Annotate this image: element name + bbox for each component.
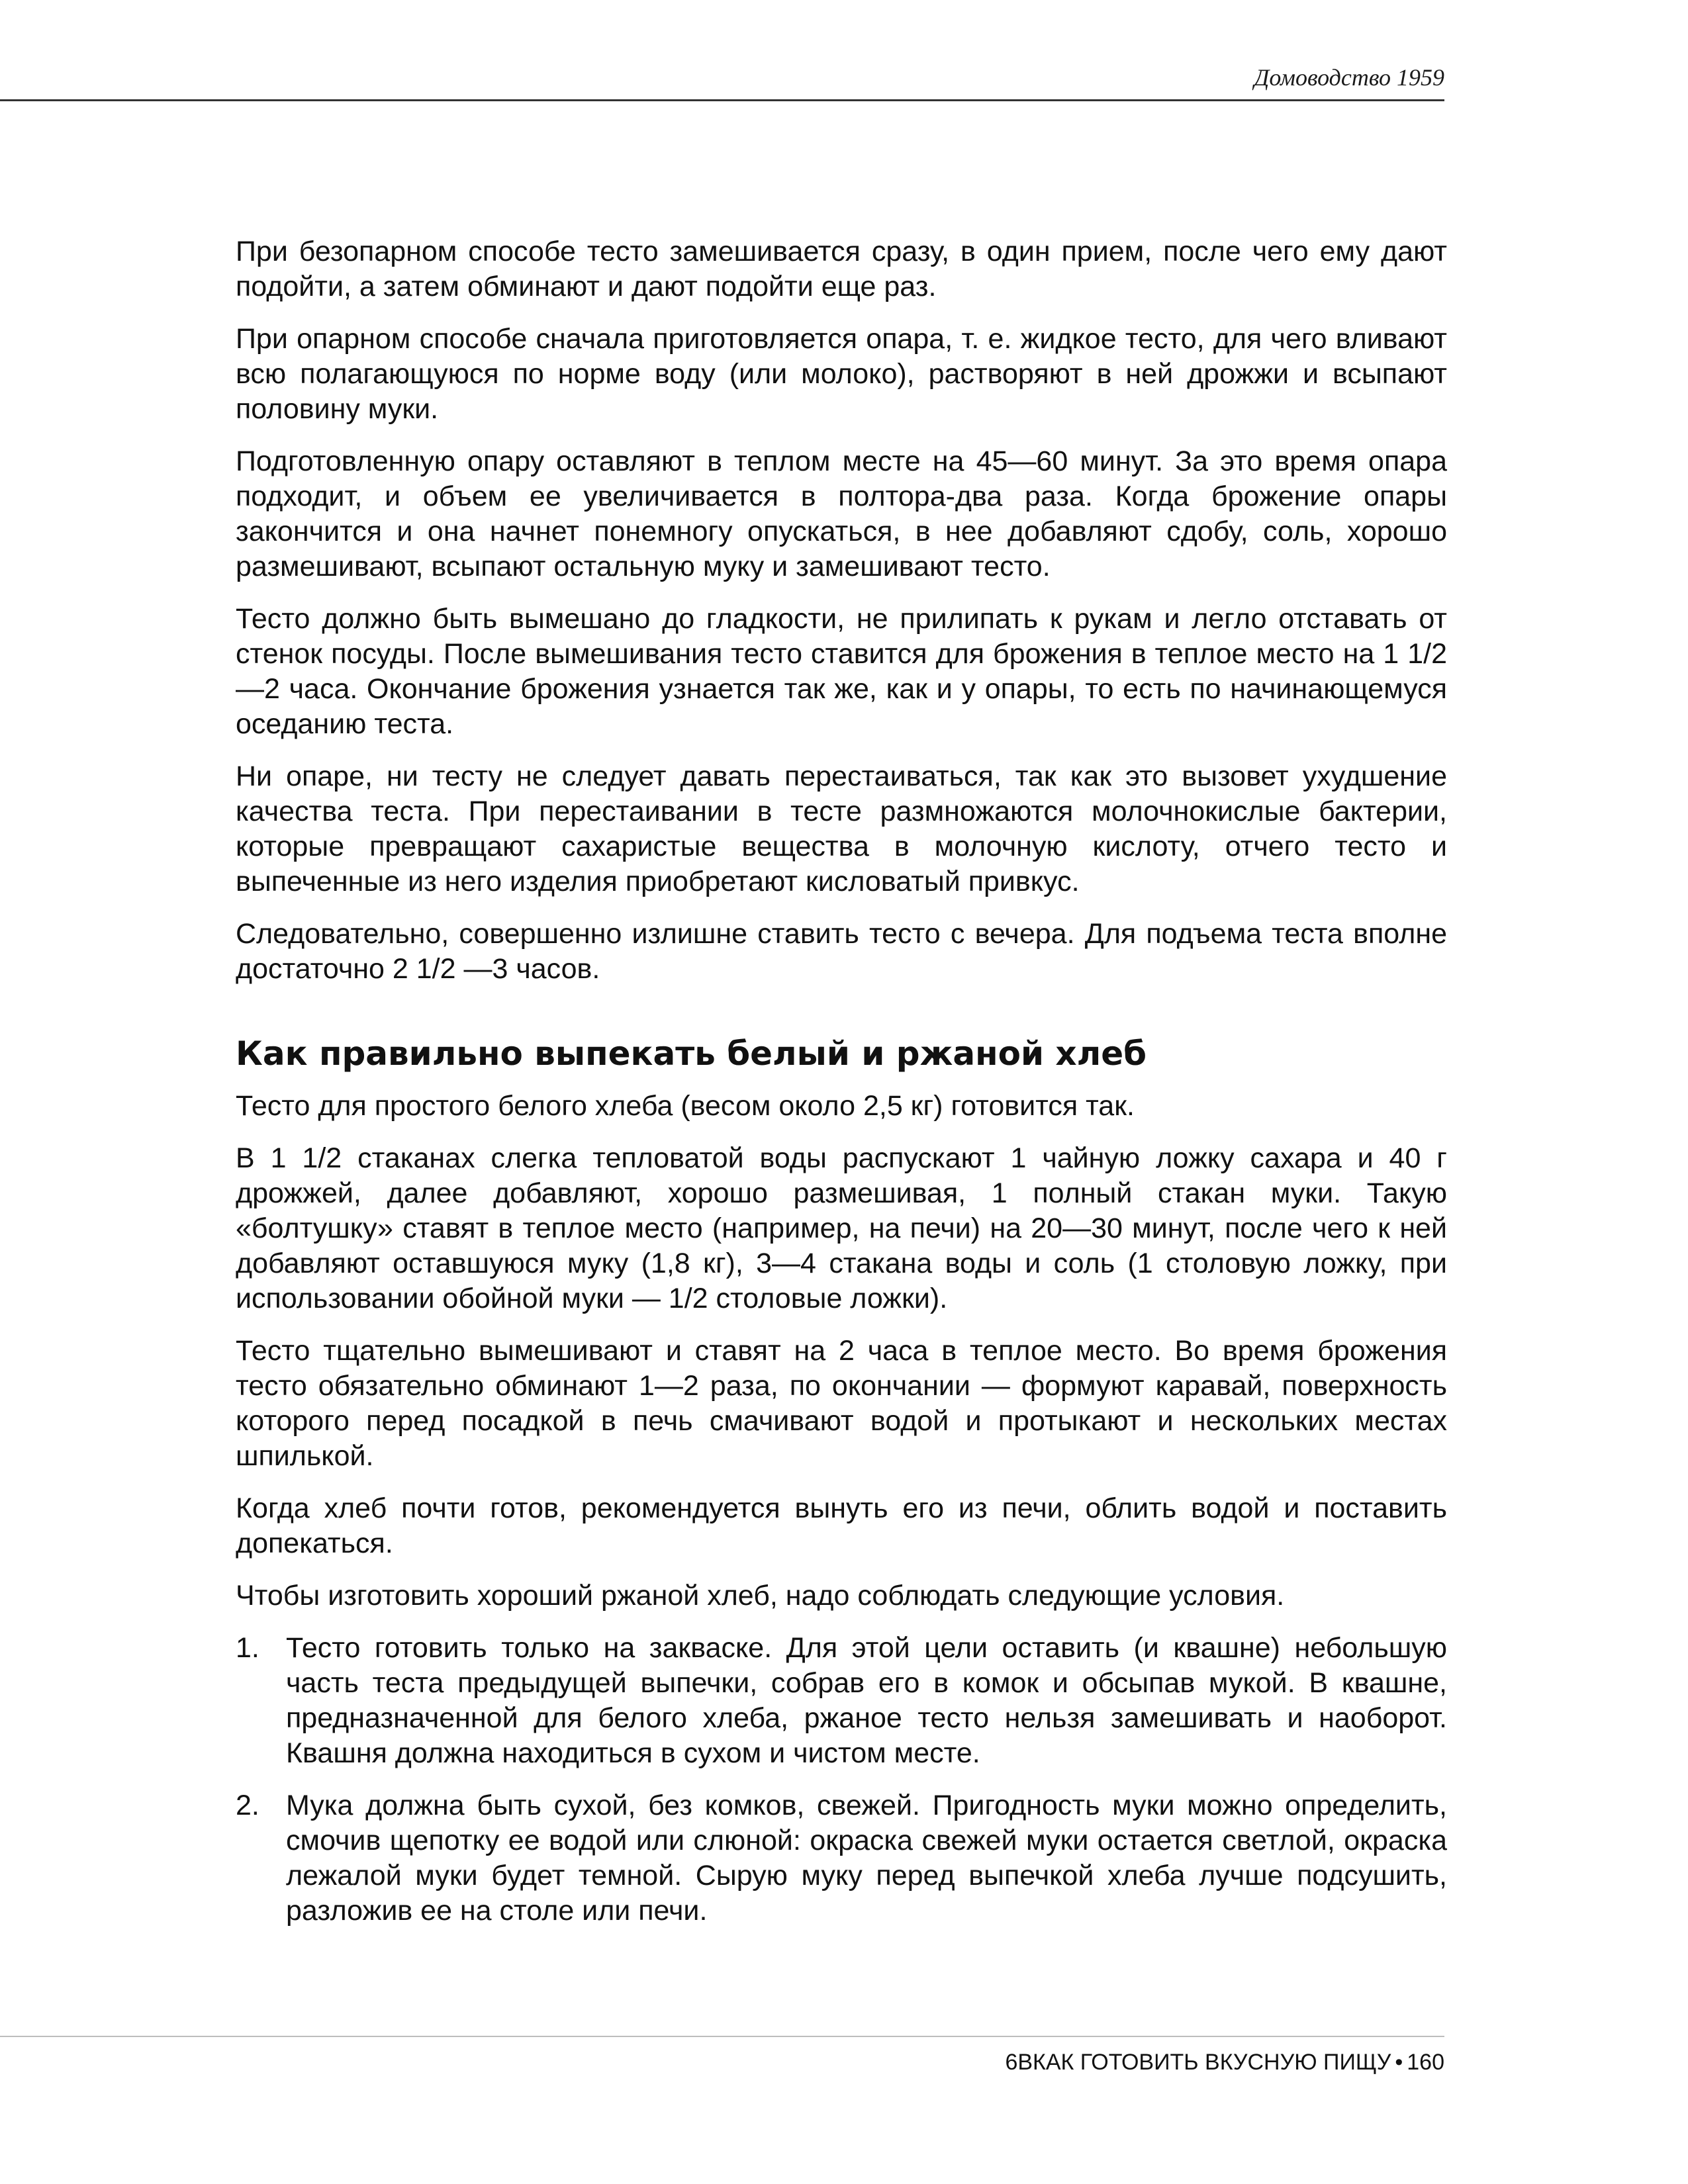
list-item-number: 1. — [236, 1632, 259, 1664]
list-item — [236, 1788, 1447, 1929]
body-paragraph: При безопарном способе тесто замешивается сразу, в один прием, после чего ему дают подойти, а затем обминают и дают подойти еще раз. — [236, 236, 1447, 302]
list-item — [236, 1631, 1447, 1771]
list-item-text: Мука должна быть сухой, без комков, свежей. Пригодность муки можно определить, смочив щепотку ее водой или слюной: окраска свежей муки остается светлой, окраска лежалой муки будет темной. Сырую муку перед выпечкой хлеба лучше подсушить, разложив ее на столе или печи. — [286, 1790, 1447, 1927]
body-paragraph: Тесто должно быть вымешано до гладкости, не прилипать к рукам и легло отставать от стенок посуды. После вымешивания тесто ставится для брожения в теплое место на 1 1/2—2 часа. Окончание брожения узнается так же, как и у опары, то есть по начинающемуся оседанию теста. — [236, 603, 1447, 740]
body-paragraph: Тесто для простого белого хлеба (весом около 2,5 кг) готовится так. — [236, 1090, 1135, 1122]
header-rule — [0, 99, 1444, 101]
body-paragraph: При опарном способе сначала приготовляется опара, т. е. жидкое тесто, для чего вливают всю полагающуюся по норме воду (или молоко), растворяют в ней дрожжи и всыпают половину муки. — [236, 323, 1447, 425]
running-header: Домоводство 1959 — [1254, 64, 1444, 91]
footer-chapter: 6ВКАК ГОТОВИТЬ ВКУСНУЮ ПИЩУ — [1005, 2050, 1391, 2075]
body-paragraph: Чтобы изготовить хороший ржаной хлеб, надо соблюдать следующие условия. — [236, 1580, 1285, 1612]
list-item-number: 2. — [236, 1790, 259, 1821]
body-paragraph: В 1 1/2 стаканах слегка тепловатой воды распускают 1 чайную ложку сахара и 40 г дрожжей, далее добавляют, хорошо размешивая, 1 полный стакан муки. Такую «болтушку» ставят в теплое место (например, на печи) на 20—30 минут, после чего к ней добавляют оставшуюся муку (1,8 кг), 3—4 стакана воды и соль (1 столовую ложку, при использовании обойной муки — 1/2 столовые ложки). — [236, 1142, 1447, 1314]
page-body — [236, 234, 1447, 1946]
body-paragraph: Когда хлеб почти готов, рекомендуется вынуть его из печи, облить водой и поставить допекаться. — [236, 1492, 1447, 1559]
list-item-text: Тесто готовить только на закваске. Для этой цели оставить (и квашне) небольшую часть теста предыдущей выпечки, собрав его в комок и обсыпав мукой. В квашне, предназначенной для белого хлеба, ржаное тесто нельзя замешивать и наоборот. Квашня должна находиться в сухом и чистом месте. — [286, 1632, 1447, 1769]
body-paragraph: Подготовленную опару оставляют в теплом месте на 45—60 минут. За это время опара подходит, и объем ее увеличивается в полтора-два раза. Когда брожение опары закончится и она начнет понемногу опускаться, в нее добавляют сдобу, соль, хорошо размешивают, всыпают остальную муку и замешивают тесто. — [236, 445, 1447, 582]
section-heading: Как правильно выпекать белый и ржаной хлеб — [236, 1034, 1147, 1073]
body-paragraph: Ни опаре, ни тесту не следует давать перестаиваться, так как это вызовет ухудшение качества теста. При перестаивании в тесте размножаются молочнокислые бактерии, которые превращают сахаристые вещества в молочную кислоту, отчего тесто и выпеченные из него изделия приобретают кисловатый привкус. — [236, 760, 1447, 897]
footer-bullet: • — [1395, 2050, 1403, 2075]
page-number: 160 — [1407, 2050, 1444, 2075]
page-footer — [1005, 2048, 1444, 2077]
numbered-list — [236, 1631, 1447, 1929]
body-paragraph: Тесто тщательно вымешивают и ставят на 2 часа в теплое место. Во время брожения тесто обязательно обминают 1—2 раза, по окончании — формуют каравай, поверхность которого перед посадкой в печь смачивают водой и протыкают и нескольких местах шпилькой. — [236, 1335, 1447, 1472]
body-paragraph: Следовательно, совершенно излишне ставить тесто с вечера. Для подъема теста вполне достаточно 2 1/2 —3 часов. — [236, 918, 1447, 985]
footer-rule — [0, 2036, 1444, 2037]
